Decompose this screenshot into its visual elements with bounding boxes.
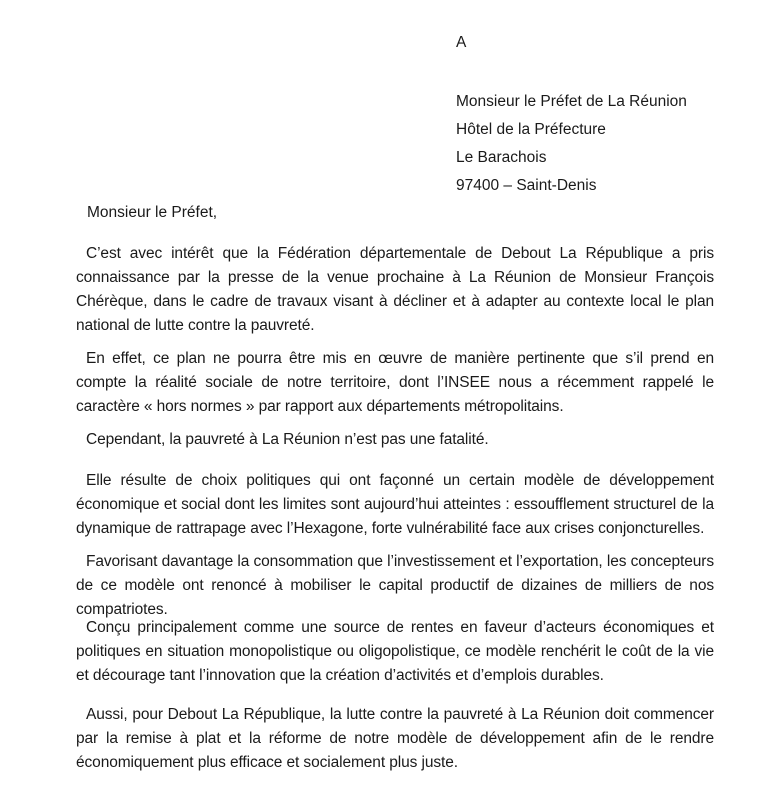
body-paragraph: Aussi, pour Debout La République, la lutte contre la pauvreté à La Réunion doit commencer par la remise à plat et la réforme de notre modèle de développement afin de le rendre économiquement plus efficace et socialement plus juste. — [76, 706, 714, 771]
body-paragraph: Cependant, la pauvreté à La Réunion n’est pas une fatalité. — [86, 431, 489, 448]
body-paragraph: Favorisant davantage la consommation que l’investissement et l’exportation, les concepteurs de ce modèle ont renoncé à mobiliser le capital productif de dizaines de milliers de nos compatriotes. — [76, 553, 714, 618]
body-paragraph: C’est avec intérêt que la Fédération départementale de Debout La République a pris connaissance par la presse de la venue prochaine à La Réunion de Monsieur François Chérèque, dans le cadre de travaux visant à décliner et à adapter au contexte local le plan national de lutte contre la pauvreté. — [76, 245, 714, 334]
body-paragraph: Conçu principalement comme une source de rentes en faveur d’acteurs économiques et politiques en situation monopolistique ou oligopolistique, ce modèle renchérit le coût de la vie et décourage tant l’innovation que la création d’activités et d’emplois durables. — [76, 619, 714, 684]
body-paragraph: En effet, ce plan ne pourra être mis en œuvre de manière pertinente que s’il prend en compte la réalité sociale de notre territoire, dont l’INSEE nous a récemment rappelé le caractère « hors normes » par rapport aux départements métropolitains. — [76, 350, 714, 415]
recipient-postal-city: 97400 – Saint-Denis — [456, 177, 597, 194]
recipient-area: Le Barachois — [456, 149, 547, 166]
salutation: Monsieur le Préfet, — [87, 204, 218, 221]
body-paragraph: Elle résulte de choix politiques qui ont façonné un certain modèle de développement économique et social dont les limites sont aujourd’hui atteintes : essoufflement structurel de la dynamique de rattrapage avec l’Hexagone, forte vulnérabilité face aux crises conjoncturelles. — [76, 472, 714, 537]
recipient-building: Hôtel de la Préfecture — [456, 121, 606, 138]
recipient-name: Monsieur le Préfet de La Réunion — [456, 93, 687, 110]
recipient-prefix: A — [456, 34, 467, 51]
recipient-address — [456, 88, 687, 200]
